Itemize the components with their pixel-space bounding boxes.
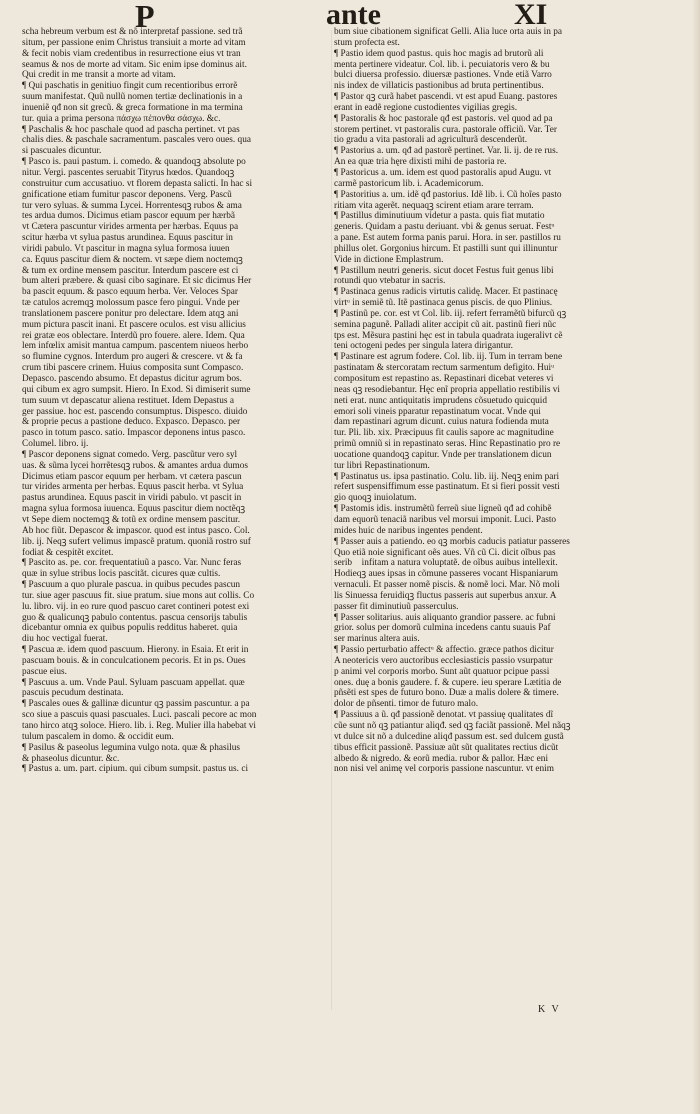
header-word: ante	[326, 0, 381, 31]
text-line: Qui credit in me transit a morte ad vitam.	[22, 70, 176, 81]
text-line: compositum est repastino as. Repastinari dicebat veteres vi	[334, 374, 554, 384]
text-line: bum siue cibationem significat Gelli. Alia luce orta auis in pa	[334, 27, 562, 37]
text-line: pascuam bouis. & in conculcationem pecoris. Et in ps. Oues	[22, 655, 246, 666]
text-line: rei gratæ eos oblectare. Interdũ pro fouere. alere. Idem. Qua	[22, 330, 245, 341]
text-line: sco siue a pascuis quasi pascuales. Luci. pascali pecore ac mon	[22, 710, 257, 721]
text-line: Dicimus etiam pascor equum per herbam. vt cætera pascun	[22, 471, 242, 482]
text-line: translationem pascere ponitur pro delectare. Idem atqꝫ ani	[22, 308, 239, 319]
text-line: crum tibi pascere crinem. Huius composita sunt Compasco.	[22, 363, 244, 374]
text-line: bulci diuersa professio. diuersæ pastiones. Vnde etiã Varro	[334, 70, 552, 81]
text-line: neti erat. nunc antiquitatis imprudens cõsuetudo quicquid	[334, 395, 548, 406]
text-line: pastinatam & stercoratam rectum sarmentum defigito. Huiᵘ	[334, 363, 555, 374]
text-line: serib᷑ infitam a natura voluptatẽ. de oĩbus auibus intellexit.	[334, 558, 558, 569]
text-line: & tum ex ordine mensem pascitur. Interdum pascere est ci	[22, 265, 239, 276]
text-line: ¶ Pasco is. paui pastum. i. comedo. & quandoqꝫ absolute po	[22, 157, 246, 168]
text-line: ¶ Passio perturbatio affectᵘ & affectio. græce pathos dicitur	[334, 645, 554, 656]
text-line: ¶ Pascua æ. idem quod pascuum. Hierony. in Esaia. Et erit in	[22, 645, 249, 656]
text-line: tibus efficit passionẽ. Passiuæ aũt sũt qualitates rectius dicũt	[334, 742, 559, 753]
text-line: ones. duę a bonis gaudere. f. & cupere. ieu sperare Lætitia de	[334, 677, 562, 688]
text-line: fodiat & cespitẽt excitet.	[22, 547, 114, 558]
text-line: pascuis pecudum destinata.	[22, 688, 124, 699]
text-line: pascue eius.	[22, 666, 67, 677]
text-line: ¶ Pastillus diminutiuum videtur a pasta. quis fiat mutatio	[334, 211, 545, 222]
text-line: ¶ Pastorius a. um. qđ ad pastorẽ pertinet. Var. li. ij. de re rus.	[334, 146, 559, 157]
text-line: tur vero syluas. & summa Lycei. Horrentesqꝫ rubos & ama	[22, 200, 242, 211]
text-line: tum suum vt depascatur aliena restituet. Idem Depastus a	[22, 395, 234, 406]
text-line: ¶ Pastinare est agrum fodere. Col. lib. iij. Tum in terram bene	[334, 352, 563, 363]
text-line: semina pagunẽ. Palladi aliter accipit cũ ait. pastinũ fieri nũc	[334, 319, 557, 330]
header-letter: P	[135, 0, 155, 34]
text-line: ¶ Passer auis a patiendo. eo qꝫ morbis caducis patiatur passeres	[334, 536, 570, 547]
text-line: ¶ Pastor qꝫ curã habet pascendi. vt est apud Euang. pastores	[334, 92, 558, 103]
text-line: ger passiue. hoc est. pascendo consumptus. Dispesco. diuido	[22, 406, 248, 417]
text-line: ca. Equus pascitur diem & noctem. vt sæpe diem noctemqꝫ	[22, 254, 243, 265]
text-line: scha hebreum verbum est & nõ interpretaf passione. sed trã	[22, 27, 243, 37]
left-text-column	[22, 27, 329, 775]
text-line: Hodieqꝫ aues ipsas in cõmune passeres vocant Hispaniarum	[334, 569, 558, 580]
text-line: refert suspensiffimum esse pastinatum. Et si fieri possit vesti	[334, 482, 560, 493]
text-line: lis Sinuessa feruidiqꝫ fluctus passeris aut superbus anxur. A	[334, 590, 557, 601]
text-line: inueniẽ qđ non sit grecũ. & greca formatione in ma termina	[22, 102, 243, 113]
text-line: virtᵘ in semiẽ tũ. Itẽ pastinaca genus piscis. de quo Plinius.	[334, 298, 553, 309]
text-line: viridi pabulo. Vt pascitur in magna sylua formosa iuuen	[22, 243, 230, 254]
text-line: ritiam vita agerẽt. nequaqꝫ scirent etiam arare terram.	[334, 200, 534, 211]
text-line: ¶ Pastio idem quod pastus. quis hoc magis ad brutorũ ali	[334, 48, 544, 59]
text-line: nitur. Vergi. pascentes seruabit Tityrus hœdos. Quandoqꝫ	[22, 167, 235, 178]
text-line: ¶ Pastomis idis. instrumẽtũ ferreũ siue ligneũ qđ ad cohibẽ	[334, 504, 552, 515]
text-line: Depasco. pascendo absumo. Et depastus dicitur agrum bos.	[22, 374, 242, 384]
text-line: primũ omniũ si in repastinato seras. Hinc Repastinatio pro re	[334, 439, 561, 450]
text-line: tur. quia a prima persona πάσχω πέπονθα σάσχω. &c.	[22, 113, 221, 124]
text-line: generis. Quidam a pastu deriuant. vbi & genus seruat. Festᵘ	[334, 222, 555, 233]
text-line: mum pictura pascit inani. Et pascere oculos. est visu allicius	[22, 319, 246, 330]
text-line: suum manifestat. Quũ nullũ nomen tertiæ declinationis in a	[22, 92, 243, 103]
text-line: & proprie pecus a pastione deduco. Expasco. Depasco. per	[22, 417, 241, 428]
text-line: ¶ Pastoritius a. um. idẽ qđ pastorius. Idẽ lib. i. Cũ hoĩes pasto	[334, 189, 562, 200]
text-line: ¶ Pascor deponens signat comedo. Verg. pascũtur vero syl	[22, 449, 238, 460]
text-line: diu hoc vectigal fuerat.	[22, 634, 108, 645]
text-line: ba pascit equum. & pasco equum herba. Ver. Veloces Spar	[22, 287, 239, 298]
text-line: emori soli vineis pparatur repastinatum vocat. Vnde qui	[334, 406, 541, 417]
page-edge-shadow	[692, 0, 700, 1114]
text-line: chalis dies. & paschale sacramentum. pascales vero oues. qua	[22, 135, 251, 146]
text-line: lu. libro. vij. in eo rure quod pascuo caret contineri potest exi	[22, 601, 250, 612]
text-line: magna sylua formosa iuuenca. Equus pascitur diem noctẽqꝫ	[22, 504, 246, 515]
text-line: construitur cum accusatiuo. vt florem depasta salicti. In hac si	[22, 178, 253, 189]
text-line: cũe sunt nõ qꝫ patiantur aliqđ. sed qꝫ faciãt passionẽ. Mel nãqꝫ	[334, 721, 571, 731]
text-line: teni octogeni pedes per singula latera dirigantur.	[334, 341, 513, 352]
text-line: ¶ Qui paschatis in genitiuo fingit cum recentioribus errorẽ	[22, 81, 238, 92]
signature-mark: K V	[538, 1004, 561, 1015]
text-line: tur. siue ager pascuus fit. siue pratum. siue mons aut collis. Co	[22, 590, 255, 601]
text-line: dicebantur omnia ex quibus populis redditus haberet. quia	[22, 623, 238, 634]
text-line: ¶ Pascuum a quo plurale pascua. in quibus pecudes pascun	[22, 580, 240, 591]
text-line: si pascuales dicuntur.	[22, 146, 102, 157]
text-line: lib. ij. Neqꝫ sufert velimus impascẽ pratum. quoniã rostro suf	[22, 536, 251, 547]
text-line: vernaculi. Et passer nomẽ piscis. & nomẽ loci. Mar. Nõ moli	[334, 580, 560, 591]
text-line: p animi vel corporis morbo. Sunt aũt quatuor pcipue passi	[334, 666, 550, 677]
text-line: Quo etiã noie significant oẽs aues. Vñ cũ Ci. dicit oĩbus pas	[334, 547, 556, 558]
text-line: vt Cætera pascuntur virides armenta per hærbas. Equus pa	[22, 222, 239, 233]
text-line: ser marinus altera auis.	[334, 634, 420, 645]
text-line: tes ardua dumos. Dicimus etiam pascor equum per hærbã	[22, 211, 235, 222]
text-line: tulum pascalem in domo. & occidit eum.	[22, 731, 174, 742]
text-line: gnificatione etiam fumitur pascor deponens. Verg. Pascũ	[22, 189, 232, 200]
text-line: seamus & nos de morte ad vitam. Sic enim ipse dominus ait.	[22, 59, 247, 70]
column-gutter	[331, 30, 332, 1010]
text-line: tano hirco atqꝫ soloce. Hiero. lib. i. Reg. Mulier illa habebat vi	[22, 721, 257, 731]
text-line: ¶ Pastillum neutri generis. sicut docet Festus fuit genus libi	[334, 265, 554, 276]
text-line: ¶ Passer solitarius. auis aliquanto grandior passere. ac fubni	[334, 612, 556, 623]
text-line: An ea quæ tria hęre dixisti mihi de pastoria re.	[334, 157, 507, 168]
text-line: uocatione quandoqꝫ capitur. Vnde per translationem dicun	[334, 449, 552, 460]
text-line: ¶ Pastoralis & hoc pastorale qđ est pastoris. vel quod ad pa	[334, 113, 553, 124]
text-line: rotundi quo vtebatur in sacris.	[334, 276, 446, 287]
text-line: albedo & nigredo. & eorũ media. rubor & pallor. Hæc eni	[334, 753, 549, 764]
folio-number: XI	[514, 0, 548, 31]
text-line: dolor de pñsenti. timor de futuro malo.	[334, 699, 479, 710]
text-line: ¶ Pastoricus a. um. idem est quod pastoralis apud Augu. vt	[334, 167, 552, 178]
text-line: & phaseolus dicuntur. &c.	[22, 753, 120, 764]
text-line: tps est. Mẽsura pastini hęc est in tabula quadrata iugeralivt cẽ	[334, 330, 563, 341]
text-line: tæ catulos acremqꝫ molossum pasce fero pingui. Vnde per	[22, 298, 240, 309]
text-line: a pane. Est autem forma panis parui. Hora. in ser. pastillos ru	[334, 233, 561, 244]
text-line: vt Sepe diem noctemqꝫ & totũ ex ordine mensem pascitur.	[22, 514, 241, 525]
text-line: ¶ Paschalis & hoc paschale quod ad pascha pertinet. vt pas	[22, 124, 240, 135]
text-line: ¶ Pastus a. um. part. cipium. qui cibum sumpsit. pastus us. ci	[22, 764, 249, 775]
text-line: dam equorũ tenaciã naribus vel morsui imponit. Luci. Pasto	[334, 514, 557, 525]
text-line: pastus arundinea. Equus pascit in viridi pabulo. vt pascit in	[22, 493, 242, 504]
text-line: uas. & sũma lycei horrẽtesqꝫ rubos. & amantes ardua dumos	[22, 460, 249, 471]
text-line: vt dulce sit nõ a dulcedine aliqđ passum est. sed dulcem gustã	[334, 731, 564, 742]
text-line: scitur hærba vt sylua pastus arundinea. Equus pascitur in	[22, 233, 233, 244]
text-line: stum profecta est.	[334, 37, 400, 48]
text-line: neas qꝫ resodiebantur. Hęc enĩ propria appellatio restibilis vi	[334, 384, 561, 395]
text-line: lem infœlix amisit mantua campum. pascentem niueos herbo	[22, 341, 249, 352]
text-line: tio gradu a vita pastorali ad agriculturã descenderũt.	[334, 135, 528, 146]
text-line: non nisi vel animę vel corporis passione nascuntur. vt enim	[334, 764, 554, 775]
text-line: grior. solus per domorũ culmina incedens cantu suauis Paf	[334, 623, 551, 634]
text-line: ¶ Pascuus a. um. Vnde Paul. Syluam pascuam appellat. quæ	[22, 677, 245, 688]
text-line: pasco in totum pasco. satio. Impascor deponens intus pasco.	[22, 428, 246, 439]
text-line: pñsẽti est spes de futuro bono. Duæ a malis dolere & timere.	[334, 688, 559, 699]
text-line: passer fit diminutiuũ passerculus.	[334, 601, 459, 612]
text-line: quæ in sylue stribus locis pascitãt. cicures quæ cultis.	[22, 569, 221, 580]
text-line: tur virides armenta per herbas. Equus pascit herba. vt Sylua	[22, 482, 244, 493]
text-line: menta pertinere videatur. Col. lib. i. pecuiatoris vero & bu	[334, 59, 550, 70]
text-line: situm, per passione enim Christus transiuit a morte ad vitam	[22, 37, 246, 48]
text-line: so flumine cygnos. Interdum pro augeri & crescere. vt & fa	[22, 352, 243, 363]
text-line: tur libri Repastinationum.	[334, 460, 430, 471]
text-line: Columel. libro. ij.	[22, 439, 89, 450]
text-line: tur. Pli. lib. xix. Præcipuus fit caulis sapore ac magnitudine	[334, 428, 554, 439]
text-line: phillus olet. Gorgonius hircum. Et pastilli sunt qui illinuntur	[334, 243, 558, 254]
right-text-column	[334, 27, 664, 775]
text-line: nis index de villaticis pastionibus ad bruta pertinentibus.	[334, 81, 544, 92]
text-line: qui cibum ex agro sumpsit. Hiero. In Exod. Si dimiserit sume	[22, 384, 251, 395]
text-line: mides huic de naribus ingentes pendent.	[334, 525, 483, 536]
text-line: ¶ Pascito as. pe. cor. frequentatiuũ a pasco. Var. Nunc feras	[22, 558, 242, 569]
text-line: ¶ Passiuus a ũ. qđ passionẽ denotat. vt passiuę qualitates dĩ	[334, 710, 554, 721]
text-line: Ab hoc fiũt. Depascor & impascor. quod est intus pasco. Col.	[22, 525, 250, 536]
text-line: A neotericis vero auctoribus ecclesiasticis passio vsurpatur	[334, 655, 553, 666]
text-line: ¶ Pastinatus us. ipsa pastinatio. Colu. lib. iij. Neqꝫ enim pari	[334, 471, 560, 482]
text-line: erant in eadẽ regione custodientes vigilias gregis.	[334, 102, 518, 113]
text-line: Vide in dictione Emplastrum.	[334, 254, 444, 265]
text-line: guo & qualicunqꝫ pabulo contentus. pascua censorijs tabulis	[22, 612, 248, 623]
text-line: & fecit nobis viam credentibus in resurrectione eius vt tran	[22, 48, 241, 59]
text-line: ¶ Pastinaca genus radicis virtutis calidę. Macer. Et pastinacę	[334, 287, 558, 298]
text-line: storem pertinet. vt pastoralis cura. pastorale officiũ. Var. Ter	[334, 124, 557, 135]
text-line: ¶ Pascales oues & gallinæ dicuntur qꝫ passim pascuntur. a pa	[22, 699, 250, 710]
text-line: ¶ Pasilus & paseolus legumina vulgo nota. quæ & phasilus	[22, 742, 241, 753]
text-line: dam repastinari agrum dicunt. cuius natura fodienda muta	[334, 417, 549, 428]
text-line: carmẽ pastoricum lib. i. Academicorum.	[334, 178, 484, 189]
text-line: ¶ Pastinũ pe. cor. est vt Col. lib. iij. refert ferramẽtũ bifurcũ qꝫ	[334, 308, 567, 319]
text-line: gio quoqꝫ inuiolatum.	[334, 493, 417, 504]
text-line: bum alteri præbere. & quasi cibo saginare. Et sic dicimus Her	[22, 276, 252, 287]
